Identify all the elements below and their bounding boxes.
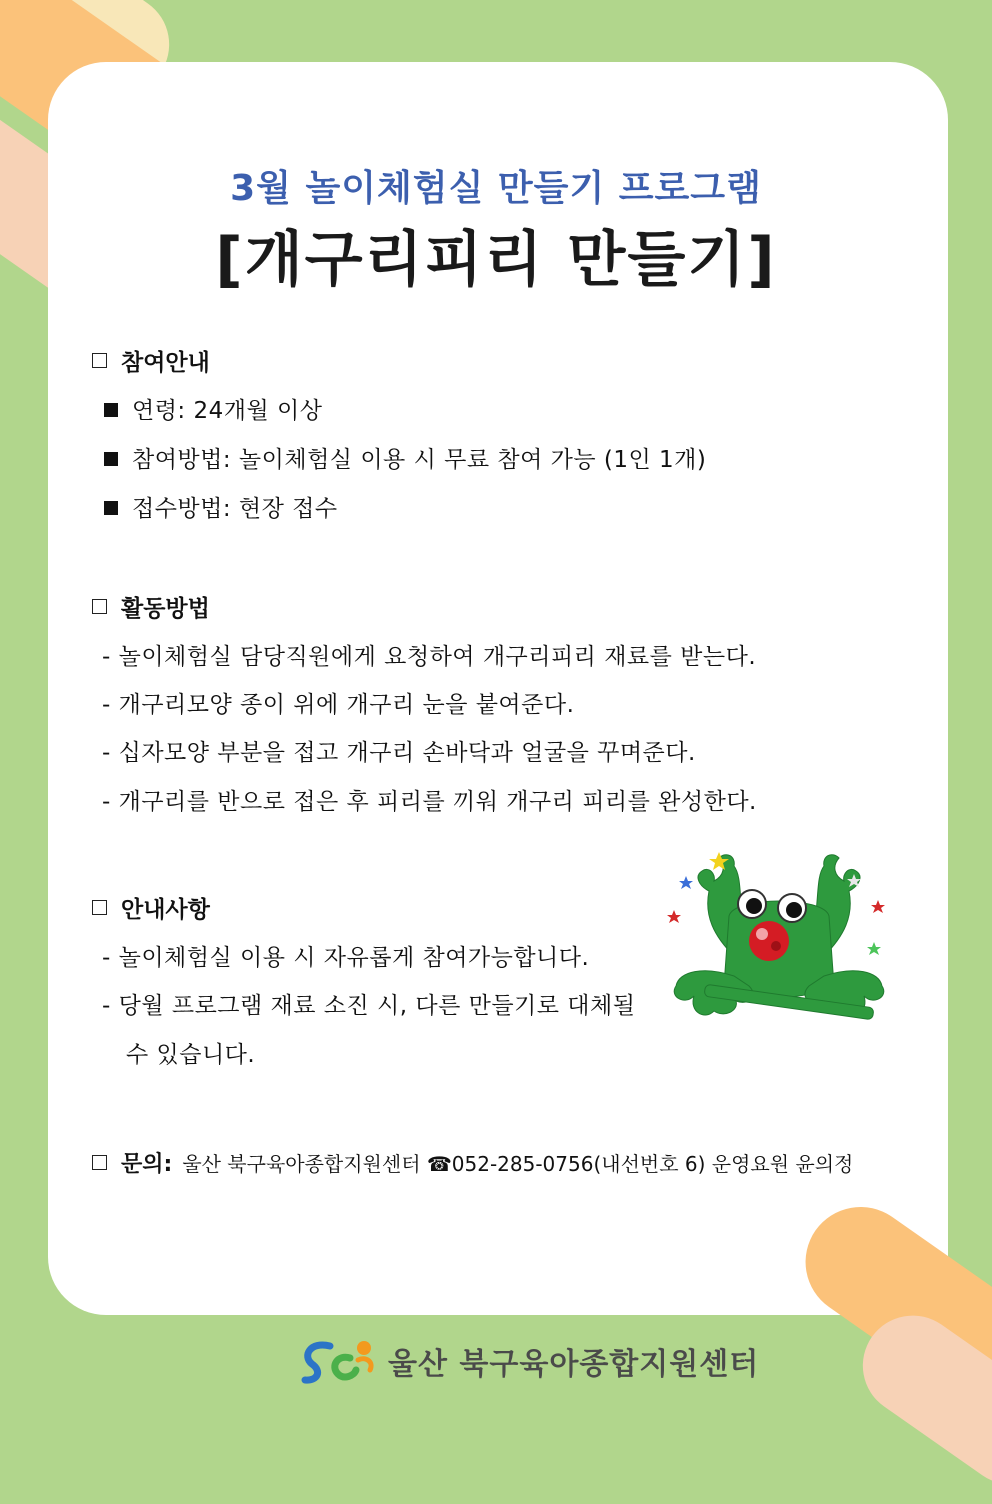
filled-square-bullet-icon	[104, 501, 118, 515]
frog-whistle-craft-image	[664, 846, 894, 1026]
activity-heading	[92, 590, 210, 623]
participation-heading	[92, 344, 210, 377]
filled-square-bullet-icon	[104, 403, 118, 417]
notice-heading	[92, 891, 210, 924]
checkbox-square-icon	[92, 353, 107, 368]
participation-item-text: 접수방법: 현장 접수	[132, 496, 338, 522]
participation-item-registration	[104, 490, 338, 523]
activity-step: - 십자모양 부분을 접고 개구리 손바닥과 얼굴을 꾸며준다.	[102, 740, 696, 766]
checkbox-square-icon	[92, 1155, 107, 1170]
participation-item-text: 연령: 24개월 이상	[132, 398, 323, 424]
footer-logo	[300, 1336, 759, 1386]
participation-heading-label: 참여안내	[121, 350, 210, 376]
participation-item-text: 참여방법: 놀이체험실 이용 시 무료 참여 가능 (1인 1개)	[132, 447, 707, 473]
activity-heading-label: 활동방법	[121, 596, 210, 622]
contact-info	[92, 1147, 853, 1178]
notice-item: - 당월 프로그램 재료 소진 시, 다른 만들기로 대체될	[102, 993, 636, 1019]
checkbox-square-icon	[92, 900, 107, 915]
participation-item-age	[104, 392, 322, 425]
notice-item: - 놀이체험실 이용 시 자유롭게 참여가능합니다.	[102, 945, 590, 971]
program-subtitle: 3월 놀이체험실 만들기 프로그램	[230, 168, 762, 209]
center-logo-icon	[300, 1336, 378, 1386]
activity-step: - 놀이체험실 담당직원에게 요청하여 개구리피리 재료를 받는다.	[102, 644, 757, 670]
contact-label: 문의:	[121, 1152, 173, 1177]
notice-heading-label: 안내사항	[121, 897, 210, 923]
footer-org-name: 울산 북구육아종합지원센터	[388, 1347, 760, 1382]
filled-square-bullet-icon	[104, 452, 118, 466]
program-title: [개구리피리 만들기]	[215, 225, 777, 295]
activity-step: - 개구리모양 종이 위에 개구리 눈을 붙여준다.	[102, 692, 575, 718]
activity-step: - 개구리를 반으로 접은 후 피리를 끼워 개구리 피리를 완성한다.	[102, 789, 757, 815]
participation-item-method	[104, 441, 706, 474]
checkbox-square-icon	[92, 599, 107, 614]
notice-item: 수 있습니다.	[126, 1042, 256, 1068]
contact-text: 울산 북구육아종합지원센터 ☎052-285-0756(내선번호 6) 운영요원 윤의정	[182, 1152, 854, 1176]
